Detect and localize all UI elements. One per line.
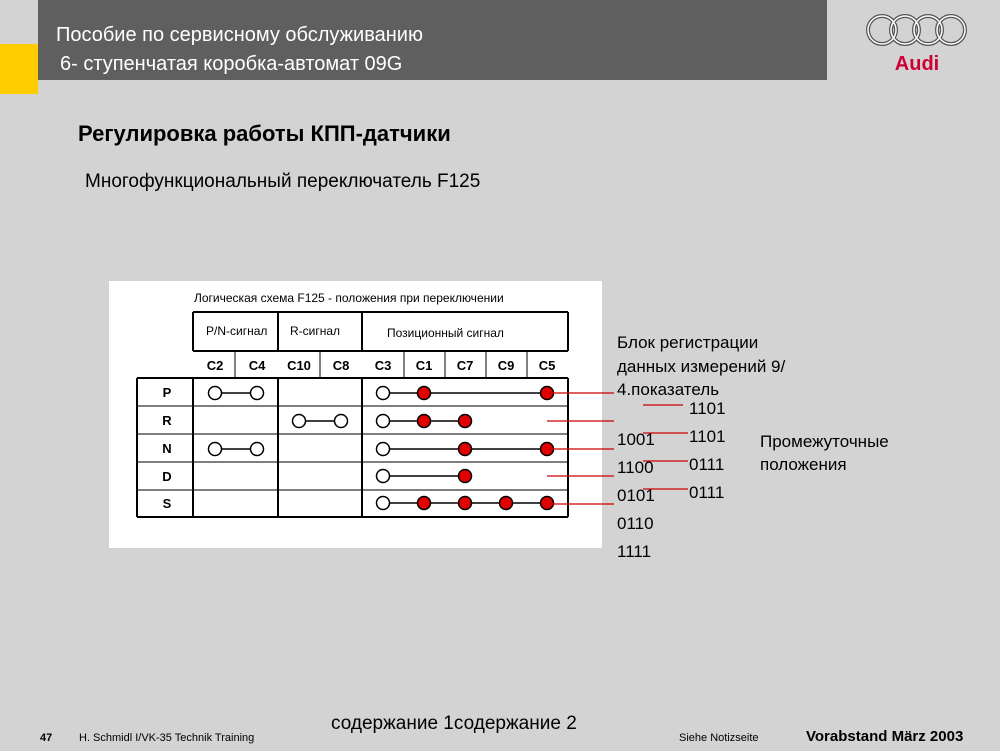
column-header: C4 [248,358,266,373]
group-label-pn: P/N-сигнал [206,324,268,338]
audi-logo-text: Audi [894,53,940,75]
contents-link-2[interactable]: содержание 2 [453,713,577,734]
row-label: N [162,441,172,456]
row-label: S [162,496,172,511]
block-label-line3: 4.показатель [617,380,720,399]
code-main: 1100 [617,458,654,477]
code-main: 0110 [617,514,654,533]
intermediate-label-line2: положения [760,455,847,474]
row-label: D [162,469,172,484]
row-label: P [162,385,172,400]
footer-links [331,713,577,735]
group-label-position: Позиционный сигнал [387,326,504,340]
column-header: C9 [497,358,515,373]
code-main: 1001 [617,430,655,449]
header-title-line2: 6- ступенчатая коробка-автомат 09G [60,53,403,75]
column-header: C3 [374,358,392,373]
block-label-line1: Блок регистрации [617,333,759,352]
intermediate-label-line1: Промежуточные [760,432,889,451]
code-intermediate: 0111 [689,483,725,502]
code-intermediate: 1101 [689,427,726,446]
column-header: C2 [206,358,224,373]
footer-notes: Siehe Notizseite [679,732,759,744]
row-label: R [162,413,172,428]
footer-author: H. Schmidl I/VK-35 Technik Training [79,732,255,744]
column-header: C1 [415,358,433,373]
header-title-line1: Пособие по сервисному обслуживанию [56,24,423,46]
group-label-r: R-сигнал [290,324,341,338]
column-header: C5 [538,358,556,373]
block-label-line2: данных измерений 9/ [617,357,786,376]
column-header: C10 [287,358,311,373]
contents-link-1[interactable]: содержание 1 [331,713,454,734]
column-header: C7 [456,358,474,373]
footer-date: Vorabstand März 2003 [806,728,964,745]
code-main: 1111 [617,542,652,561]
code-intermediate: 1101 [689,399,726,418]
page-title: Регулировка работы КПП-датчики [78,121,451,146]
code-main: 0101 [617,486,655,505]
diagram-title: Логическая схема F125 - положения при переключении [194,291,504,305]
page-number: 47 [40,732,53,744]
code-intermediate: 0111 [689,455,725,474]
page-subtitle: Многофункциональный переключатель F125 [85,171,481,192]
column-header: C8 [332,358,350,373]
